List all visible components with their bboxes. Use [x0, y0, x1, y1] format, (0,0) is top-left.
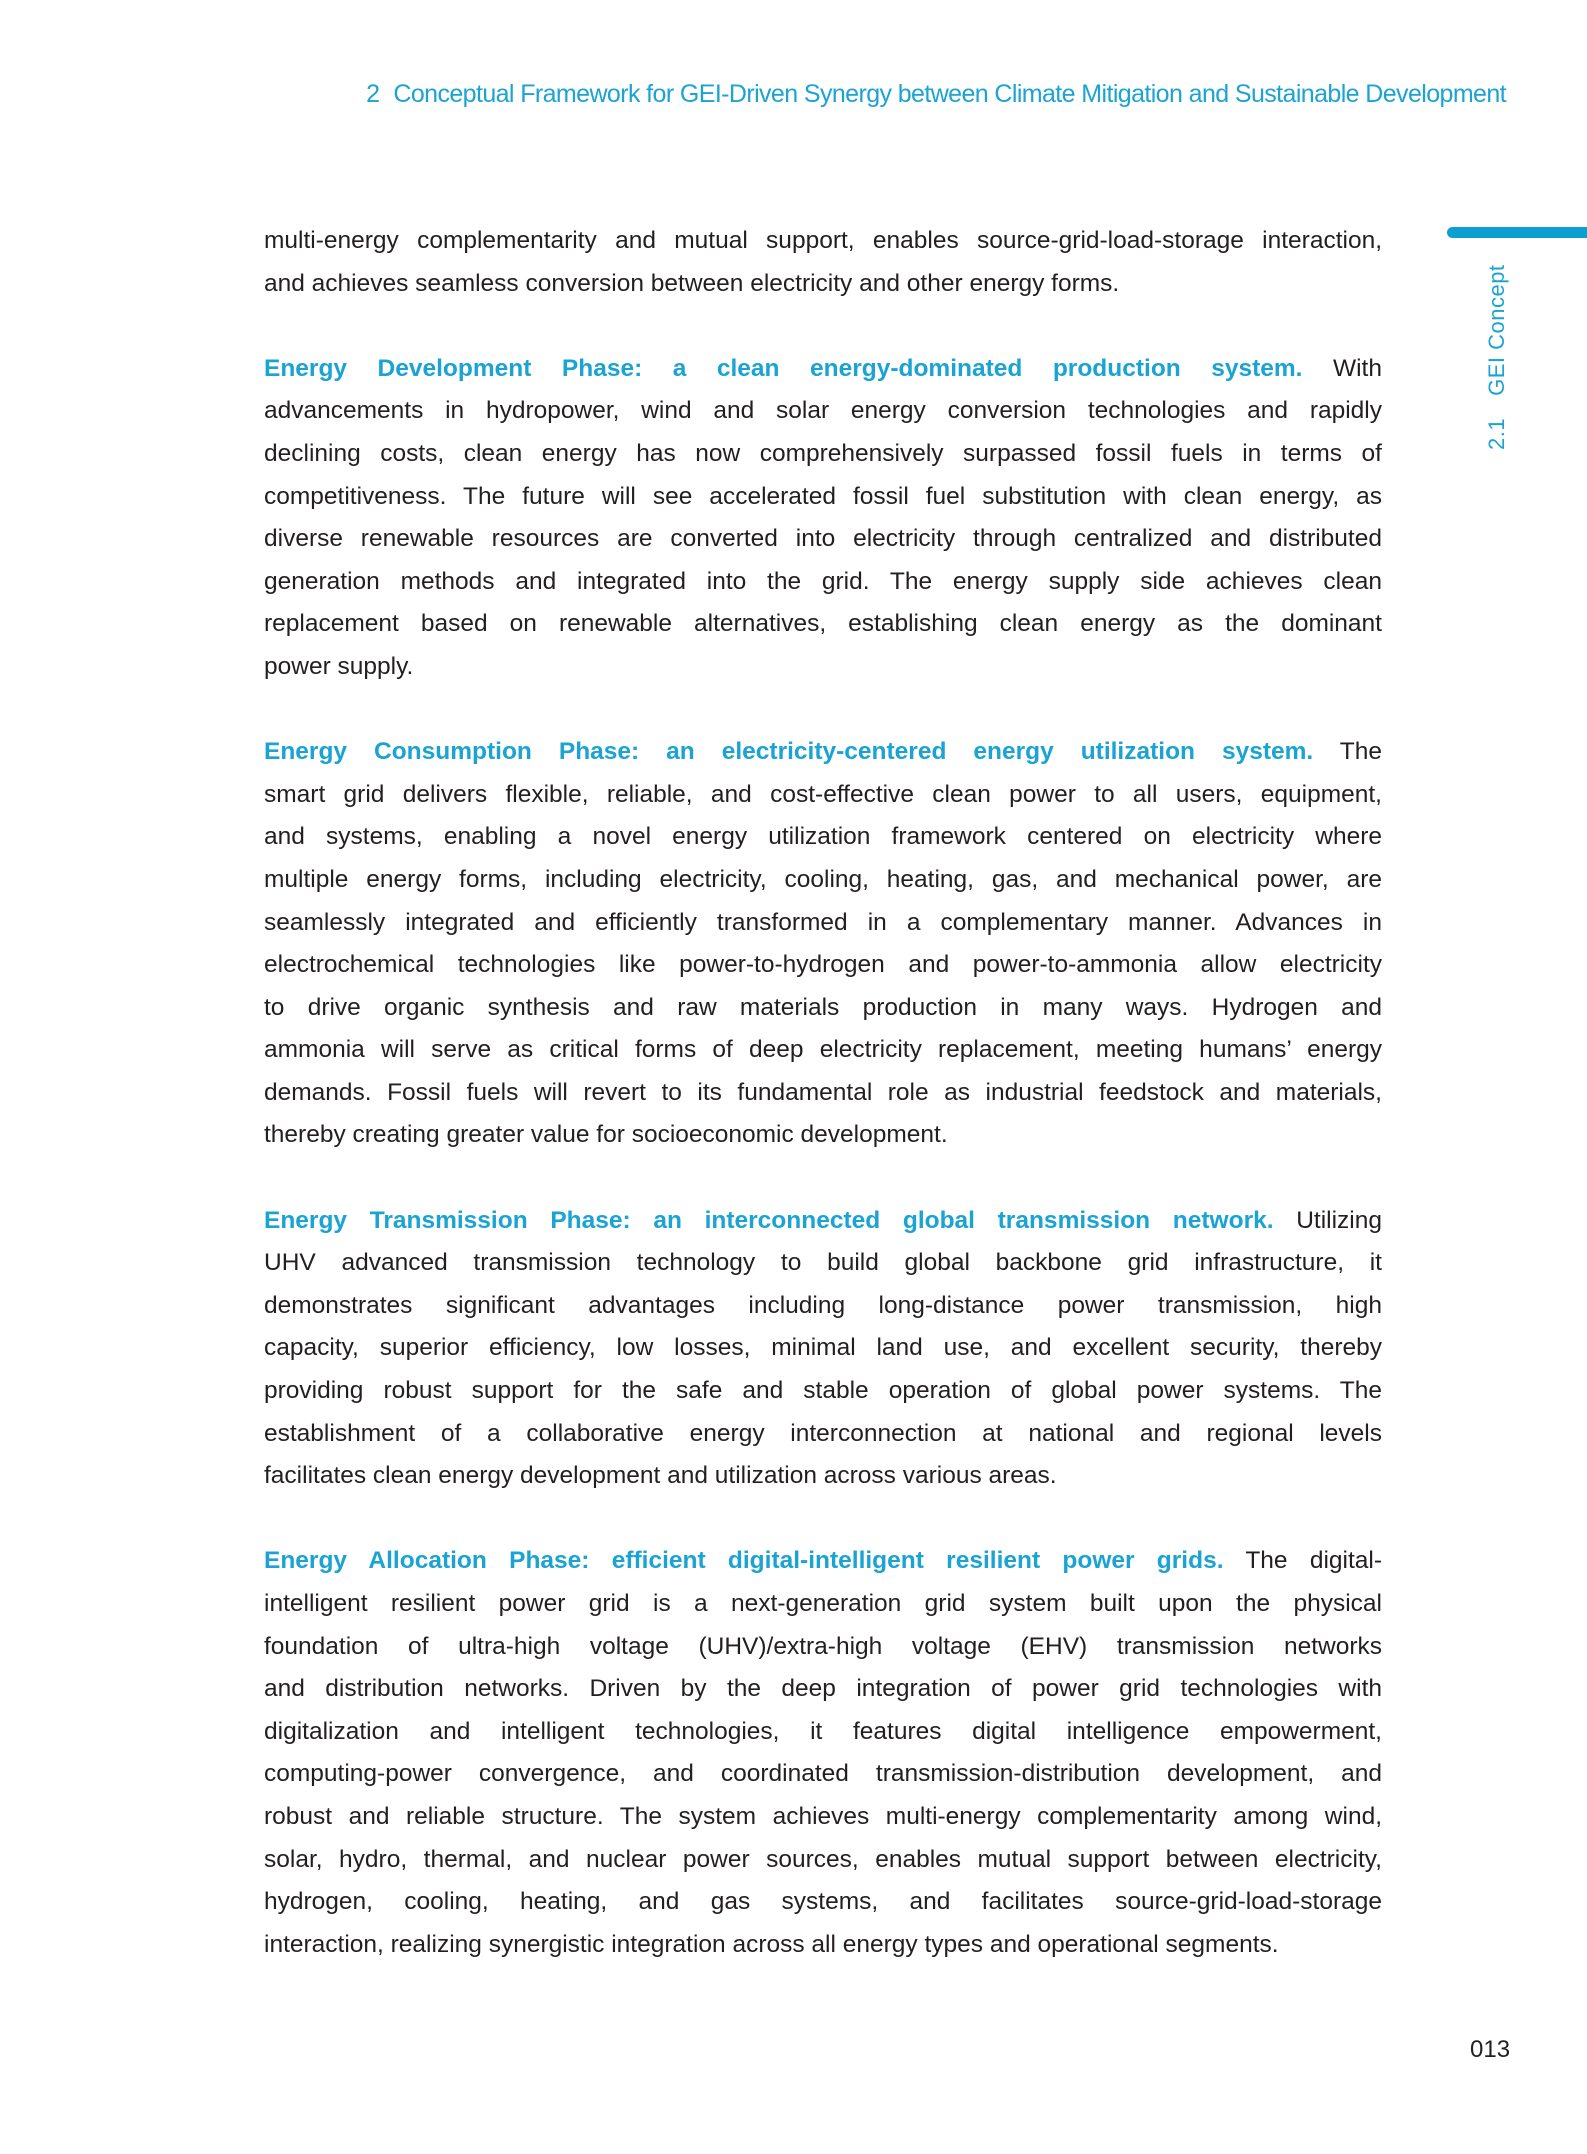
text-line — [264, 433, 1382, 476]
line-text: smart grid delivers flexible, reliable, and cost-effective clean power to all users, equipment, — [264, 780, 1382, 808]
text-line — [264, 476, 1382, 519]
line-text: and achieves seamless conversion between electricity and other energy forms. — [264, 269, 1120, 297]
line-text: thereby creating greater value for socioeconomic development. — [264, 1121, 948, 1149]
text-line — [264, 561, 1382, 604]
line-text: The digital- — [1223, 1547, 1382, 1575]
paragraph-heading: Energy Consumption Phase: an electricity-centered energy utilization system. — [264, 738, 1314, 766]
paragraph — [264, 1200, 1382, 1498]
text-line — [264, 1455, 1382, 1498]
text-line — [264, 944, 1382, 987]
text-line — [264, 1796, 1382, 1839]
text-line — [264, 987, 1382, 1030]
text-line — [264, 1029, 1382, 1072]
line-text: With — [1302, 354, 1382, 382]
text-line — [264, 1711, 1382, 1754]
text-line — [264, 646, 1382, 689]
paragraph — [264, 220, 1382, 305]
text-line — [264, 1072, 1382, 1115]
chapter-title: Conceptual Framework for GEI-Driven Synergy between Climate Mitigation and Sustainable Development — [393, 80, 1506, 108]
line-text: demonstrates significant advantages including long-distance power transmission, high — [264, 1291, 1382, 1319]
running-header — [366, 80, 1506, 109]
text-line — [264, 1242, 1382, 1285]
text-line — [264, 1924, 1382, 1967]
line-text: declining costs, clean energy has now comprehensively surpassed fossil fuels in terms of — [264, 439, 1382, 467]
line-text: and systems, enabling a novel energy utilization framework centered on electricity where — [264, 823, 1382, 851]
line-text: intelligent resilient power grid is a next-generation grid system built upon the physical — [264, 1590, 1382, 1617]
line-text: Utilizing — [1273, 1206, 1382, 1234]
text-line — [264, 774, 1382, 817]
line-text: demands. Fossil fuels will revert to its fundamental role as industrial feedstock and materials, — [264, 1078, 1382, 1106]
line-text: replacement based on renewable alternatives, establishing clean energy as the dominant — [264, 610, 1382, 638]
text-line — [264, 1583, 1382, 1626]
line-text: advancements in hydropower, wind and solar energy conversion technologies and rapidly — [264, 397, 1382, 425]
paragraph-heading: Energy Allocation Phase: efficient digital-intelligent resilient power grids. — [264, 1547, 1224, 1575]
text-line — [264, 859, 1382, 902]
line-text: multiple energy forms, including electricity, cooling, heating, gas, and mechanical power, are — [264, 865, 1382, 893]
text-line — [264, 1370, 1382, 1413]
text-line — [264, 1839, 1382, 1882]
section-number: 2.1 — [1484, 417, 1509, 450]
paragraph — [264, 731, 1382, 1157]
line-text: and distribution networks. Driven by the deep integration of power grid technologies with — [264, 1675, 1382, 1703]
text-line — [264, 1753, 1382, 1796]
line-text: electrochemical technologies like power-to-hydrogen and power-to-ammonia allow electricity — [264, 951, 1382, 979]
page-number: 013 — [1470, 2036, 1511, 2063]
line-text: hydrogen, cooling, heating, and gas systems, and facilitates source-grid-load-storage — [264, 1888, 1382, 1916]
text-line — [264, 1668, 1382, 1711]
line-text: The — [1313, 738, 1382, 766]
paragraph-heading: Energy Development Phase: a clean energy-dominated production system. — [264, 354, 1303, 382]
line-text: computing-power convergence, and coordinated transmission-distribution development, and — [264, 1760, 1382, 1788]
text-line — [264, 1114, 1382, 1157]
line-text: establishment of a collaborative energy interconnection at national and regional levels — [264, 1419, 1382, 1447]
line-text: capacity, superior efficiency, low losses, minimal land use, and excellent security, thereby — [264, 1334, 1382, 1362]
line-text: digitalization and intelligent technologies, it features digital intelligence empowerment, — [264, 1717, 1382, 1745]
line-text: seamlessly integrated and efficiently transformed in a complementary manner. Advances in — [264, 908, 1382, 936]
line-text: diverse renewable resources are converted into electricity through centralized and distributed — [264, 525, 1382, 553]
line-text: generation methods and integrated into the grid. The energy supply side achieves clean — [264, 567, 1382, 595]
paragraph-heading: Energy Transmission Phase: an interconnected global transmission network. — [264, 1206, 1274, 1234]
line-text: providing robust support for the safe and stable operation of global power systems. The — [264, 1377, 1382, 1405]
line-text: power supply. — [264, 652, 414, 680]
section-tab-bar — [1447, 227, 1587, 238]
text-line — [264, 1327, 1382, 1370]
line-text: facilitates clean energy development and utilization across various areas. — [264, 1462, 1057, 1490]
paragraph — [264, 348, 1382, 689]
text-line — [264, 816, 1382, 859]
line-text: foundation of ultra-high voltage (UHV)/extra-high voltage (EHV) transmission networks — [264, 1632, 1382, 1660]
paragraph — [264, 1540, 1382, 1966]
text-line — [264, 390, 1382, 433]
line-text: robust and reliable structure. The system achieves multi-energy complementarity among wind, — [264, 1802, 1382, 1830]
text-line — [264, 1881, 1382, 1924]
section-title: GEI Concept — [1484, 264, 1509, 396]
text-line — [264, 348, 1382, 391]
text-line — [264, 220, 1382, 263]
line-text: UHV advanced transmission technology to build global backbone grid infrastructure, it — [264, 1249, 1382, 1277]
text-line — [264, 1626, 1382, 1669]
text-line — [264, 1413, 1382, 1456]
line-text: competitiveness. The future will see accelerated fossil fuel substitution with clean energy, as — [264, 482, 1382, 510]
line-text: ammonia will serve as critical forms of deep electricity replacement, meeting humans’ energy — [264, 1036, 1382, 1064]
text-line — [264, 1285, 1382, 1328]
text-line — [264, 1540, 1382, 1583]
text-line — [264, 263, 1382, 306]
text-line — [264, 603, 1382, 646]
section-side-label — [1484, 264, 1510, 450]
line-text: interaction, realizing synergistic integration across all energy types and operational segments. — [264, 1930, 1279, 1958]
text-line — [264, 902, 1382, 945]
text-line — [264, 518, 1382, 561]
line-text: multi-energy complementarity and mutual support, enables source-grid-load-storage interaction, — [264, 227, 1382, 254]
chapter-number: 2 — [366, 80, 380, 108]
text-line — [264, 1200, 1382, 1243]
line-text: to drive organic synthesis and raw materials production in many ways. Hydrogen and — [264, 993, 1382, 1021]
text-line — [264, 731, 1382, 774]
body-text — [264, 220, 1382, 2009]
line-text: solar, hydro, thermal, and nuclear power sources, enables mutual support between electricity, — [264, 1845, 1382, 1873]
